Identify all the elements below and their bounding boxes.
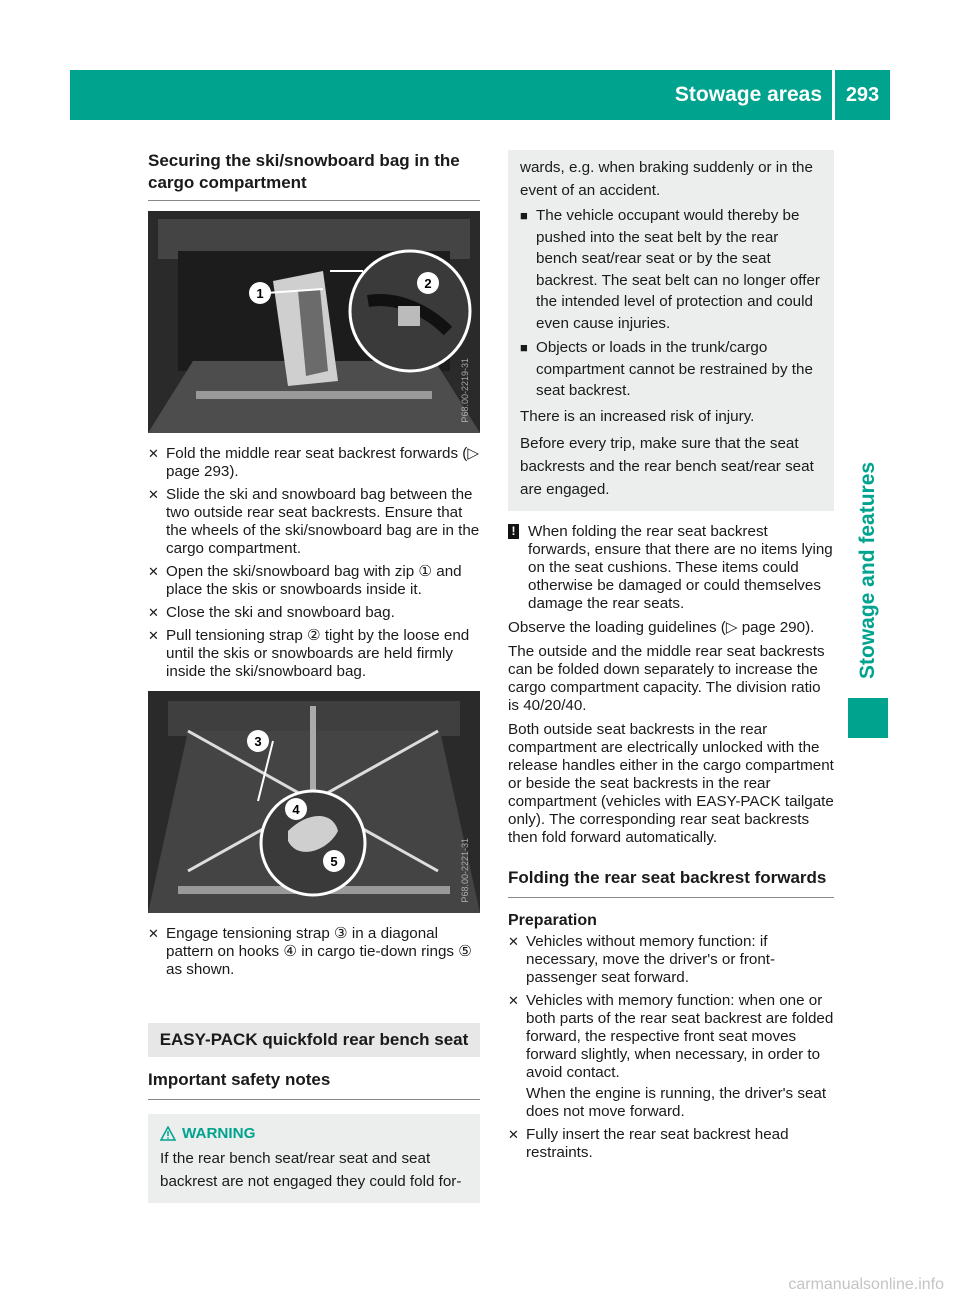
warning-bullet: ■ The vehicle occupant would thereby be pushed into the seat belt by the rear bench seat/rear seat or by the seat backrest. The seat belt can no longer offer the intended level of protection and could even cause injuries. [520, 207, 820, 332]
callout-5-label: 5 [330, 854, 338, 869]
notice-block: ! When folding the rear seat backrest forwards, ensure that there are no items lying on the seat cushions. These items could otherwise be damaged or could themselves damage the rear seats. [508, 523, 834, 613]
step-item: ✕ Engage tensioning strap ③ in a diagonal pattern on hooks ④ in cargo tie-down rings ⑤ as shown. [148, 925, 472, 978]
step-item: ✕ Pull tensioning strap ② tight by the loose end until the skis or snowboards are held firmly inside the ski/snowboard bag. [148, 627, 470, 680]
step-arrow-icon: ✕ [148, 564, 159, 579]
section-title-ski-bag: Securing the ski/snowboard bag in the cargo compartment [148, 150, 480, 201]
warning-bullet: ■ Objects or loads in the trunk/cargo compartment cannot be restrained by the seat backrest. [520, 339, 813, 399]
warning-risk-text: There is an increased risk of injury. [520, 407, 755, 425]
step-arrow-icon: ✕ [508, 1126, 519, 1142]
loading-guidelines-text: Observe the loading guidelines (▷ page 290). [508, 618, 815, 636]
watermark-text: carmanualsonline.info [788, 1276, 944, 1293]
callout-2-label: 2 [424, 276, 432, 291]
warning-box-continued [508, 150, 834, 511]
page-number: 293 [845, 84, 880, 106]
side-tab-label: Stowage and features [856, 461, 879, 679]
warning-triangle-icon [160, 1126, 176, 1141]
division-ratio-text: The outside and the middle rear seat backrests can be folded down separately to increase the cargo compartment capacity. The division ratio is 40/20/40. [508, 642, 825, 714]
step-arrow-icon: ✕ [148, 926, 159, 941]
step-item: ✕ Open the ski/snowboard bag with zip ① and place the skis or snowboards inside it. [148, 563, 462, 598]
preparation-heading: Preparation [508, 911, 597, 929]
warning-advice-text: Before every trip, make sure that the seat backrests and the rear bench seat/rear seat are engaged. [520, 434, 814, 498]
bullet-icon: ■ [520, 340, 528, 355]
step-item: ✕ Vehicles without memory function: if necessary, move the driver's or front-passenger seat forward. [508, 932, 776, 986]
callout-4-label: 4 [292, 802, 300, 817]
right-column [508, 150, 834, 1167]
step-item: ✕ Fully insert the rear seat backrest head restraints. [508, 1125, 789, 1161]
warning-text: If the rear bench seat/rear seat and seat backrest are not engaged they could fold for- [160, 1150, 462, 1190]
step-item: ✕ Close the ski and snowboard bag. [148, 604, 395, 621]
step-item: ✕ Fold the middle rear seat backrest forwards (▷ page 293). [148, 445, 480, 480]
step-arrow-icon: ✕ [148, 628, 159, 643]
steps-list-tensioning [148, 925, 480, 979]
step-item: ✕ Slide the ski and snowboard bag between the two outside rear seat backrests. Ensure that the wheels of the ski/snowboard bag are in the cargo compartment. [148, 486, 480, 557]
safety-notes-heading: Important safety notes [148, 1069, 480, 1100]
tension-strap-illustration [148, 691, 480, 913]
warning-title: WARNING [160, 1122, 468, 1145]
figure-ski-bag [148, 211, 480, 433]
steps-list-ski-bag [148, 445, 480, 681]
figure-tensioning-strap [148, 691, 480, 913]
bullet-icon: ■ [520, 208, 528, 223]
preparation-steps [508, 933, 834, 1162]
figure-code: P68.00-2221-31 [460, 838, 470, 903]
folding-section-heading: Folding the rear seat backrest forwards [508, 867, 834, 898]
warning-box [148, 1114, 480, 1203]
figure-code: P68.00-2219-31 [460, 358, 470, 423]
callout-1-label: 1 [256, 286, 264, 301]
step-extra-note: When the engine is running, the driver's seat does not move forward. [526, 1084, 827, 1120]
page-header-title: Stowage areas [674, 83, 822, 106]
warning-continued-text: wards, e.g. when braking suddenly or in the event of an accident. [520, 159, 813, 199]
left-column [148, 150, 480, 1203]
exclamation-icon: ! [508, 524, 519, 539]
step-arrow-icon: ✕ [148, 446, 159, 461]
side-tab-marker [848, 698, 888, 738]
step-arrow-icon: ✕ [508, 933, 519, 949]
step-arrow-icon: ✕ [148, 487, 159, 502]
ski-bag-illustration [148, 211, 480, 433]
step-arrow-icon: ✕ [508, 992, 519, 1008]
step-item: ✕ Vehicles with memory function: when one or both parts of the rear seat backrest are folded forward, the respective front seat moves forward slightly, when necessary, in order to avoid contact. When the engine is running, the driver's seat does not move forward. [508, 991, 834, 1120]
easypack-section-heading: EASY-PACK quickfold rear bench seat [148, 1023, 480, 1057]
step-arrow-icon: ✕ [148, 605, 159, 620]
callout-3-label: 3 [254, 734, 262, 749]
electrical-unlock-text: Both outside seat backrests in the rear compartment are electrically unlocked with the release handles either in the cargo compartment or beside the seat backrests in the rear compartment (vehicles with EASY-PACK tailgate only). The corresponding rear seat backrests then fold forward automatically. [508, 720, 834, 846]
